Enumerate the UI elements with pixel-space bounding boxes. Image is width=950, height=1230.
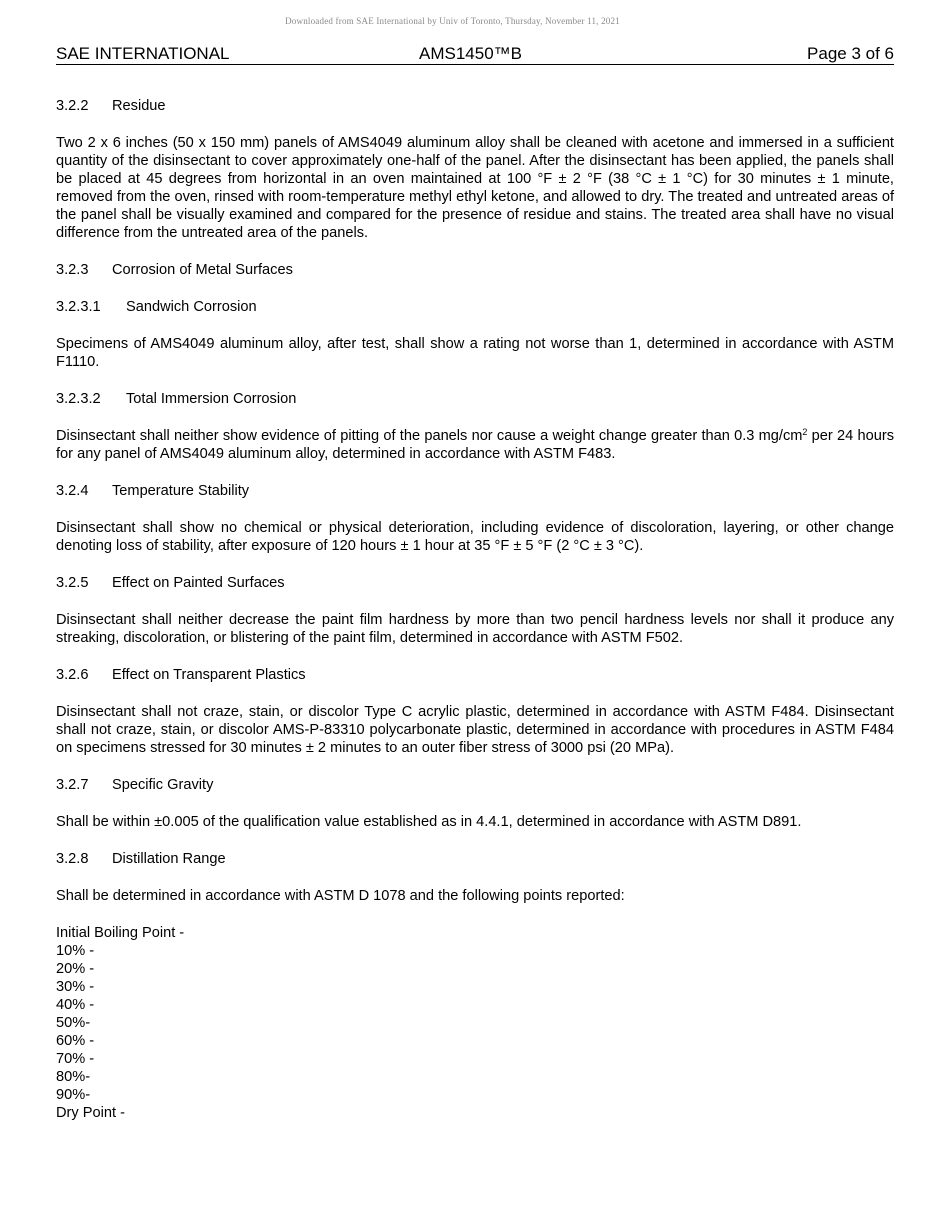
list-item: 80%- — [56, 1069, 91, 1085]
section-title: Distillation Range — [112, 851, 226, 867]
list-item: 10% - — [56, 943, 95, 959]
paragraph-temperature-stability: Disinsectant shall show no chemical or physical deterioration, including evidence of discoloration, layering, or other change denoting loss of stability, after exposure of 120 hours ± 1 hour at 35 °F ± 5 °F (2 °C ± 3 °C). — [56, 520, 894, 554]
section-number: 3.2.5 — [56, 575, 89, 591]
section-number: 3.2.8 — [56, 851, 89, 867]
section-title: Temperature Stability — [112, 483, 250, 499]
section-title: Residue — [112, 98, 166, 114]
page-header — [56, 44, 894, 65]
paragraph-sandwich-corrosion: Specimens of AMS4049 aluminum alloy, after test, shall show a rating not worse than 1, determined in accordance with ASTM F1110. — [56, 336, 894, 370]
list-item: 50%- — [56, 1015, 91, 1031]
header-page-number: Page 3 of 6 — [807, 44, 894, 63]
list-item: 30% - — [56, 979, 95, 995]
document-body — [56, 97, 894, 1122]
section-heading-temperature-stability — [56, 482, 894, 500]
section-title: Effect on Transparent Plastics — [112, 667, 306, 683]
section-title: Sandwich Corrosion — [126, 299, 257, 315]
paragraph-total-immersion — [56, 427, 894, 463]
paragraph-specific-gravity: Shall be within ±0.005 of the qualification value established as in 4.4.1, determined in accordance with ASTM D891. — [56, 814, 802, 830]
list-item: 90%- — [56, 1087, 91, 1103]
paragraph-distillation-range: Shall be determined in accordance with ASTM D 1078 and the following points reported: — [56, 888, 625, 904]
list-item: Initial Boiling Point - — [56, 925, 185, 941]
section-heading-residue — [56, 97, 894, 115]
section-number: 3.2.7 — [56, 777, 89, 793]
section-number: 3.2.6 — [56, 667, 89, 683]
paragraph-residue: Two 2 x 6 inches (50 x 150 mm) panels of AMS4049 aluminum alloy shall be cleaned with acetone and immersed in a sufficient quantity of the disinsectant to cover approximately one-half of the panel. After the disinsectant has been applied, the panels shall be placed at 45 degrees from horizontal in an oven maintained at 100 °F ± 2 °F (38 °C ± 1 °C) for 30 minutes ± 1 minute, removed from the oven, rinsed with room-temperature methyl ethyl ketone, and allowed to dry. The treated and untreated areas of the panel shall be visually examined and compared for the presence of residue and stains. The treated area shall have no visual difference from the untreated area of the panels. — [56, 135, 894, 241]
section-heading-specific-gravity — [56, 776, 894, 794]
section-title: Total Immersion Corrosion — [126, 391, 297, 407]
list-item: Dry Point - — [56, 1105, 125, 1121]
section-number: 3.2.3.1 — [56, 299, 101, 315]
section-number: 3.2.3 — [56, 262, 89, 278]
section-heading-corrosion — [56, 261, 894, 279]
section-heading-total-immersion — [56, 390, 894, 408]
paragraph-transparent-plastics: Disinsectant shall not craze, stain, or discolor Type C acrylic plastic, determined in accordance with ASTM F484. Disinsectant shall not craze, stain, or discolor AMS-P-83310 polycarbonate plastic, determined in accordance with procedures in ASTM F484 on specimens stressed for 30 minutes ± 2 minutes to an outer fiber stress of 3000 psi (20 MPa). — [56, 704, 894, 756]
section-number: 3.2.4 — [56, 483, 89, 499]
header-org: SAE INTERNATIONAL — [56, 44, 230, 63]
paragraph-painted-surfaces: Disinsectant shall neither decrease the paint film hardness by more than two pencil hardness levels nor shall it produce any streaking, discoloration, or blistering of the paint film, determined in accordance with ASTM F502. — [56, 612, 894, 646]
section-number: 3.2.2 — [56, 98, 89, 114]
section-title: Corrosion of Metal Surfaces — [112, 262, 293, 278]
section-heading-painted-surfaces — [56, 574, 894, 592]
list-item: 60% - — [56, 1033, 95, 1049]
section-heading-sandwich-corrosion — [56, 298, 894, 316]
section-heading-distillation-range — [56, 850, 894, 868]
text-segment: Disinsectant shall neither show evidence of pitting of the panels nor cause a weight change greater than 0.3 mg/cm — [56, 428, 803, 444]
text-segment: per 24 hours for any panel of AMS4049 aluminum alloy, determined in accordance with ASTM F483. — [56, 428, 894, 462]
section-number: 3.2.3.2 — [56, 391, 101, 407]
list-item: 70% - — [56, 1051, 95, 1067]
list-item: 40% - — [56, 997, 95, 1013]
header-doc-id: AMS1450™B — [419, 44, 522, 63]
section-title: Specific Gravity — [112, 777, 214, 793]
section-heading-transparent-plastics — [56, 666, 894, 684]
section-title: Effect on Painted Surfaces — [112, 575, 285, 591]
distillation-points-list — [56, 924, 894, 1122]
list-item: 20% - — [56, 961, 95, 977]
superscript: 2 — [802, 427, 808, 437]
download-note: Downloaded from SAE International by Univ of Toronto, Thursday, November 11, 2021 — [285, 16, 620, 26]
